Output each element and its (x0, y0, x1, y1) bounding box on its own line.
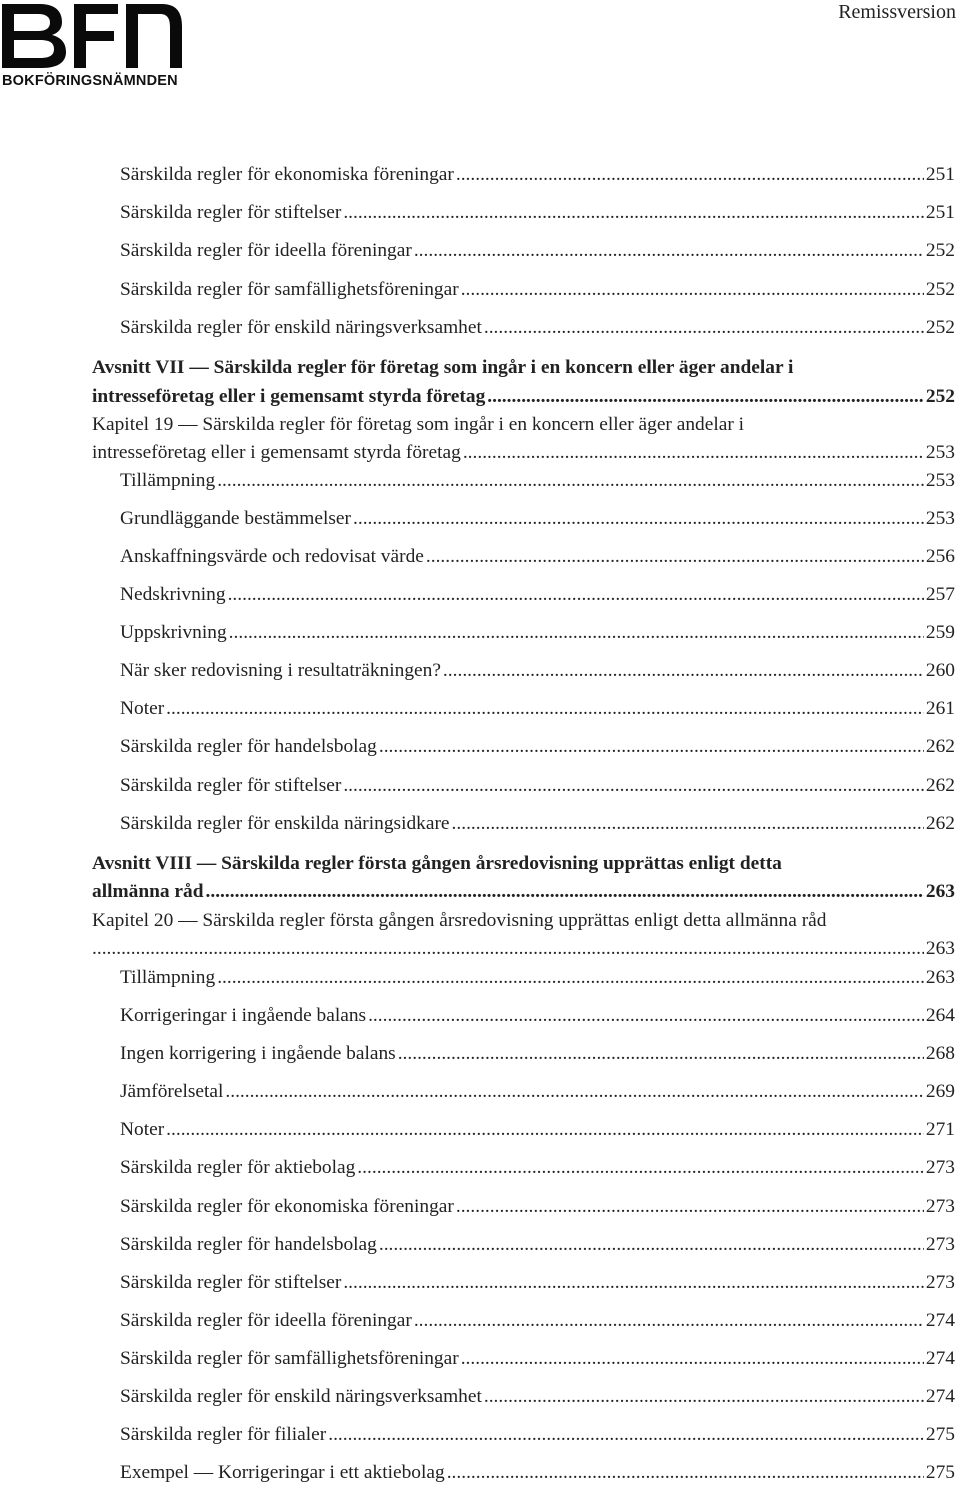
toc-entry[interactable] (120, 507, 955, 531)
toc-leader (487, 385, 924, 409)
toc-page-number: 268 (925, 1043, 955, 1064)
toc-leader (228, 583, 924, 607)
toc-leader (92, 937, 924, 961)
toc-entry-title: Särskilda regler för samfällighetsföreningar (120, 1348, 459, 1369)
toc-entry[interactable] (120, 966, 955, 990)
toc-entry-title: Exempel — Korrigeringar i ett aktiebolag (120, 1462, 445, 1483)
toc-entry-title: Nedskrivning (120, 584, 226, 605)
toc-leader (379, 1233, 924, 1257)
toc-leader (484, 316, 924, 340)
toc-entry-title: Jämförelsetal (120, 1081, 224, 1102)
toc-entry[interactable] (120, 1156, 955, 1180)
bfn-logo-mark (0, 0, 190, 72)
toc-leader (166, 697, 924, 721)
toc-page-number: 252 (925, 317, 955, 338)
toc-entry[interactable] (120, 469, 955, 493)
toc-entry-title: Anskaffningsvärde och redovisat värde (120, 546, 424, 567)
toc-entry-title: Särskilda regler för handelsbolag (120, 736, 377, 757)
toc-entry-title: intresseföretag eller i gemensamt styrda företag (92, 442, 461, 463)
toc-entry[interactable] (120, 583, 955, 607)
toc-entry-title: Särskilda regler för stiftelser (120, 1272, 342, 1293)
toc-page-number: 257 (925, 584, 955, 605)
toc-leader (447, 1461, 924, 1485)
toc-entry-title: Korrigeringar i ingående balans (120, 1005, 367, 1026)
toc-page-number: 262 (925, 775, 955, 796)
toc-section-heading[interactable]: Avsnitt VIII — Särskilda regler första gången årsredovisning upprättas enligt detta (92, 853, 782, 874)
toc-leader (343, 201, 924, 225)
toc-page-number: 251 (925, 164, 955, 185)
toc-leader (398, 1042, 924, 1066)
toc-page-number: 275 (925, 1462, 955, 1483)
toc-entry[interactable] (120, 812, 955, 836)
toc-entry-title: Särskilda regler för ekonomiska föreningar (120, 1196, 454, 1217)
toc-page-number: 274 (925, 1348, 955, 1369)
toc-leader (463, 441, 924, 465)
toc-entry[interactable] (120, 239, 955, 263)
toc-leader (217, 966, 924, 990)
toc-section-heading[interactable]: Avsnitt VII — Särskilda regler för företag som ingår i en koncern eller äger andelar i (92, 357, 794, 378)
toc-entry[interactable] (120, 163, 955, 187)
toc-entry-title: Tillämpning (120, 470, 216, 491)
toc-page-number: 273 (925, 1272, 955, 1293)
toc-entry-title: intresseföretag eller i gemensamt styrda företag (92, 386, 486, 407)
toc-page-number: 264 (925, 1005, 955, 1026)
toc-leader (461, 278, 924, 302)
toc-page-number: 251 (925, 202, 955, 223)
logo-wordmark: BOKFÖRINGSNÄMNDEN (2, 73, 178, 89)
toc-entry[interactable] (120, 1195, 955, 1219)
toc-entry[interactable] (120, 201, 955, 225)
toc-entry-title: Noter (120, 1119, 165, 1140)
bfn-logo (0, 0, 190, 95)
toc-entry[interactable] (120, 1271, 955, 1295)
toc-entry-title: Särskilda regler för handelsbolag (120, 1234, 377, 1255)
toc-entry[interactable] (120, 735, 955, 759)
toc-leader (452, 812, 924, 836)
toc-page-number: 259 (925, 622, 955, 643)
toc-entry-title: Ingen korrigering i ingående balans (120, 1043, 396, 1064)
toc-leader (414, 239, 924, 263)
toc-entry-title: Uppskrivning (120, 622, 227, 643)
toc-page-number: 273 (925, 1196, 955, 1217)
toc-entry-title: Särskilda regler för ideella föreningar (120, 1310, 412, 1331)
toc-entry-title: Tillämpning (120, 967, 216, 988)
toc-entry[interactable] (120, 1042, 955, 1066)
toc-page-number: 252 (925, 240, 955, 261)
toc-entry[interactable] (120, 1461, 955, 1485)
toc-entry[interactable] (120, 1118, 955, 1142)
toc-entry-title: Särskilda regler för stiftelser (120, 775, 342, 796)
toc-entry-title: Särskilda regler för samfällighetsföreningar (120, 279, 459, 300)
toc-entry[interactable] (120, 1004, 955, 1028)
toc-entry-title: Särskilda regler för enskild näringsverksamhet (120, 317, 482, 338)
toc-entry-title: Särskilda regler för ekonomiska föreningar (120, 164, 454, 185)
toc-page-number: 269 (925, 1081, 955, 1102)
toc-page-number: 260 (925, 660, 955, 681)
toc-leader (484, 1385, 924, 1409)
toc-chapter-heading[interactable]: Kapitel 19 — Särskilda regler för företag som ingår i en koncern eller äger andelar i (92, 414, 745, 435)
toc-entry[interactable] (92, 441, 955, 465)
toc-leader (456, 163, 924, 187)
toc-entry[interactable] (120, 1233, 955, 1257)
toc-leader (217, 469, 924, 493)
toc-page-number: 262 (925, 736, 955, 757)
toc-leader (357, 1156, 924, 1180)
toc-entry-title: Noter (120, 698, 165, 719)
toc-leader (343, 1271, 924, 1295)
toc-page-number: 261 (925, 698, 955, 719)
toc-entry-title: Särskilda regler för enskilda näringsidkare (120, 813, 450, 834)
toc-entry-title: Särskilda regler för aktiebolag (120, 1157, 356, 1178)
toc-entry-title: allmänna råd (92, 881, 204, 902)
toc-entry[interactable] (92, 385, 955, 409)
toc-leader (443, 659, 924, 683)
toc-page-number: 271 (925, 1119, 955, 1140)
toc-leader (353, 507, 924, 531)
toc-entry[interactable] (120, 545, 955, 569)
toc-leader (343, 774, 924, 798)
toc-leader (379, 735, 924, 759)
toc-leader (368, 1004, 924, 1028)
toc-entry[interactable] (120, 1309, 955, 1333)
toc-chapter-heading[interactable]: Kapitel 20 — Särskilda regler första gången årsredovisning upprättas enligt detta allmänna råd (92, 910, 827, 931)
toc-page-number: 253 (925, 508, 955, 529)
toc-page-number: 274 (925, 1310, 955, 1331)
toc-leader (461, 1347, 924, 1371)
toc-entry[interactable] (120, 1080, 955, 1104)
toc-entry[interactable] (120, 278, 955, 302)
toc-entry[interactable] (120, 774, 955, 798)
toc-page-number: 275 (925, 1424, 955, 1445)
version-label: Remissversion (838, 1, 956, 23)
toc-page-number: 253 (925, 442, 955, 463)
toc-page-number: 273 (925, 1234, 955, 1255)
toc-entry[interactable] (120, 316, 955, 340)
toc-leader (166, 1118, 924, 1142)
toc-page-number: 263 (925, 938, 955, 959)
toc-entry[interactable] (120, 621, 955, 645)
toc-page-number: 263 (925, 967, 955, 988)
toc-entry-title: Särskilda regler för filialer (120, 1424, 327, 1445)
toc-entry[interactable] (120, 1423, 955, 1447)
toc-entry[interactable] (120, 697, 955, 721)
toc-entry-title: När sker redovisning i resultaträkningen? (120, 660, 441, 681)
toc-leader (328, 1423, 924, 1447)
toc-leader (414, 1309, 924, 1333)
toc-entry-title: Grundläggande bestämmelser (120, 508, 351, 529)
toc-page-number: 253 (925, 470, 955, 491)
toc-page-number: 256 (925, 546, 955, 567)
toc-entry[interactable] (92, 880, 955, 904)
toc-entry-title: Särskilda regler för ideella föreningar (120, 240, 412, 261)
toc-page-number: 262 (925, 813, 955, 834)
toc-page-number: 263 (925, 881, 955, 902)
toc-entry-title: Särskilda regler för enskild näringsverksamhet (120, 1386, 482, 1407)
toc-leader (229, 621, 924, 645)
toc-page-number: 252 (925, 386, 955, 407)
toc-entry[interactable] (120, 1347, 955, 1371)
toc-leader (225, 1080, 924, 1104)
toc-page-number: 273 (925, 1157, 955, 1178)
toc-entry-title: Särskilda regler för stiftelser (120, 202, 342, 223)
toc-page-number: 274 (925, 1386, 955, 1407)
toc-page-number: 252 (925, 279, 955, 300)
toc-leader (426, 545, 924, 569)
toc-entry[interactable] (120, 659, 955, 683)
toc-leader (206, 880, 924, 904)
toc-entry[interactable] (92, 937, 955, 961)
toc-leader (456, 1195, 924, 1219)
toc-entry[interactable] (120, 1385, 955, 1409)
